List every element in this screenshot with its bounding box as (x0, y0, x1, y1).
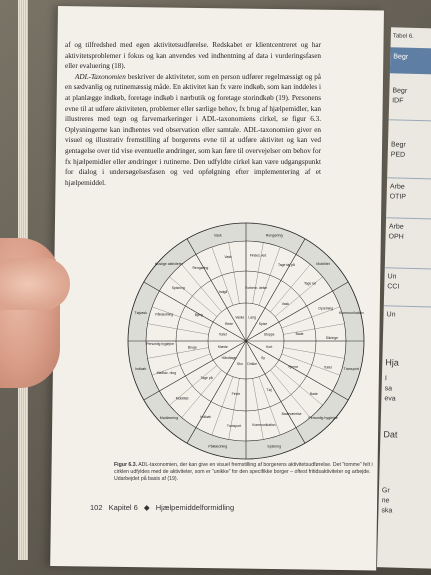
ring-cell-label: Spisning (171, 285, 185, 290)
ring-cell-label: Personlig hygiejne (146, 341, 174, 346)
facing-snippet: CCI (387, 283, 400, 291)
inner-cell-label: Toilet (218, 332, 227, 337)
outer-category-label: Vask (213, 233, 222, 238)
facing-heading: Dat (383, 429, 398, 440)
facing-snippet: Un (386, 311, 396, 319)
outer-category-label: Spisning (267, 444, 282, 449)
ring-cell-label: Tage tøj på (278, 262, 295, 267)
inner-cell-label: Sy (261, 355, 265, 360)
paragraph (65, 72, 321, 189)
facing-snippet: Begr (392, 87, 408, 95)
chapter-label: Kapitel 6 (108, 503, 138, 512)
outer-category-label: Rengøring (265, 233, 283, 238)
ring-cell-label: Rengøring (192, 265, 209, 270)
facing-divider (386, 217, 431, 219)
facing-table-label: Tabel 6. (392, 33, 414, 40)
mid-cell-label: Fjerne (288, 364, 299, 369)
page-number: 102 (90, 503, 103, 512)
inner-cell-label: Drikke (247, 362, 258, 367)
ring-cell-label: Opretning (318, 306, 334, 311)
mid-cell-label: Indgå (218, 289, 228, 294)
facing-snippet: ska (381, 507, 393, 515)
facing-table-header (390, 47, 431, 74)
outer-category-label: Påklædning (208, 444, 228, 449)
outer-category-label: Indkøb (135, 367, 147, 372)
inner-cell-label: Rede (224, 321, 234, 326)
ring-cell-label: Mobilitet (175, 396, 189, 401)
ring-cell-label: Toilet (323, 365, 332, 370)
ring-cell-label: Kommunikation (252, 422, 276, 427)
adl-taxonomy-wheel (121, 216, 371, 466)
outer-category-label: Mobilitet (316, 261, 330, 266)
inner-cell-label: Sko (236, 362, 243, 367)
mid-cell-label: Finde (231, 391, 241, 396)
paragraph-text: beskriver de aktiviteter, som en person udfører regelmæssigt og på en sædvanlig og rutinemæssig måde. En aktivitet kan fx være indkøb, som kan inddeles i at planlægge indkøb, foretage indkøb i nærbutik og foretage storindkøb (19). Personens evne til at udføre aktiviteten, problemer eller særlige behov, fx brug af hjælpemidler, kan illustreres med tegn og farvemarkeringer i ADL-taxonomiens cirkel, se figur 6.3. Oplysningerne kan indhentes ved observation eller samtale. ADL-taxonomien giver en visuel og illustrativ fremstilling af borgerens evne til at udføre aktivitet og kan ved gentagelse over tid vise eventuelle ændringer, som kan føre til overvejelser om behov for fx hjælpemidler eller ændringer i rutinerne. Den udfyldte cirkel kan være udgangspunkt for dialog i undersøgelsesfasen og ved opfølgning efter implementering af et hjælpemiddel. (65, 72, 321, 187)
thumb (0, 258, 70, 310)
facing-divider (387, 177, 431, 179)
mid-cell-label: Vask (281, 301, 290, 306)
paragraph: af og tilfredshed med egen aktivitetsudførelse. Redskabet er klientcentreret og har aktivitetsproblemer i fokus og kan anvendes ved indhentning af data i vurderingsfasen eller evaluering (18). (65, 41, 321, 71)
inner-cell-label: Spise (258, 321, 268, 326)
outer-category-label: Madlavning (159, 416, 179, 421)
ring-cell-label: Påklædning (155, 312, 174, 317)
outer-category-label: Tøjvask (134, 310, 147, 315)
facing-snippet: Arbe (388, 223, 404, 231)
inner-cell-label: Vaske (235, 315, 245, 320)
outer-category-label: Personlig hygiejne (308, 416, 338, 421)
ring-cell-label: Indkøb (200, 414, 211, 419)
outer-category-label: Transport (343, 367, 359, 372)
ring-cell-label: Sikringe (325, 335, 339, 340)
facing-snippet: I (384, 375, 387, 383)
mid-cell-label: Bjerg (194, 312, 203, 317)
page-footer (90, 503, 238, 512)
bullet-icon: ◆ (143, 503, 150, 512)
mid-cell-label: Tage på (200, 375, 213, 380)
body-text (65, 40, 321, 188)
inner-cell-label: Kort (266, 345, 273, 350)
ring-cell-label: Transport (226, 424, 242, 429)
facing-heading: Hja (385, 357, 399, 368)
facing-snippet: eva (384, 395, 396, 403)
inner-cell-label: Lang (248, 315, 256, 320)
caption-label: Figur 6.3. (114, 462, 138, 468)
mid-cell-label: Bruge (187, 345, 197, 350)
figure-caption (114, 462, 386, 483)
ring-cell-label: Vask (224, 254, 232, 259)
ring-cell-label: Badeværelse (281, 411, 302, 416)
mid-cell-label: Bade (295, 332, 304, 337)
inner-cell-label: Stoppe (263, 332, 275, 337)
facing-divider (389, 119, 431, 121)
facing-divider (384, 305, 431, 307)
term: ADL-Taxonomien (75, 72, 126, 81)
facing-snippet: Arbe (389, 183, 405, 191)
facing-snippet: ne (381, 497, 390, 505)
mid-cell-label: Forbere- delse (245, 285, 268, 290)
facing-snippet: OPH (388, 233, 404, 241)
ring-cell-label: Tage lat (303, 281, 316, 286)
facing-snippet: Un (387, 273, 397, 281)
caption-text: ADL-taxonomien, der kan give en visuel fremstilling af borgerens aktivitetsudførelse. Det ”tomme” felt i cirklen udfyldes med de aktiviteter, som er ”unikke” for den specifikke borger – oftest fritidsaktiviteter og arbejde. Udarbejdet på basis af (19). (114, 462, 373, 482)
inner-cell-label: Klæde (217, 345, 228, 350)
mid-cell-label: Tøj (266, 387, 272, 392)
inner-cell-label: Håndtage (221, 355, 237, 360)
facing-snippet: PED (390, 151, 406, 159)
facing-snippet: Gr (381, 487, 390, 495)
outer-category-label: Kommunikation (338, 310, 364, 315)
facing-divider (385, 267, 431, 269)
facing-snippet: Begr (393, 53, 409, 61)
ring-cell-label: Findes ved (249, 253, 267, 258)
ring-cell-label: Bade (309, 391, 318, 396)
facing-snippet: IDF (392, 97, 404, 105)
facing-snippet: OTIP (389, 193, 407, 201)
ring-cell-label: Madlav- ning (156, 371, 177, 376)
facing-snippet: Begr (390, 141, 406, 149)
outer-category-label: Huslige aktiviteter (154, 261, 184, 266)
facing-snippet: sa (384, 385, 393, 393)
chapter-title: Hjælpemiddelformidling (155, 503, 235, 512)
